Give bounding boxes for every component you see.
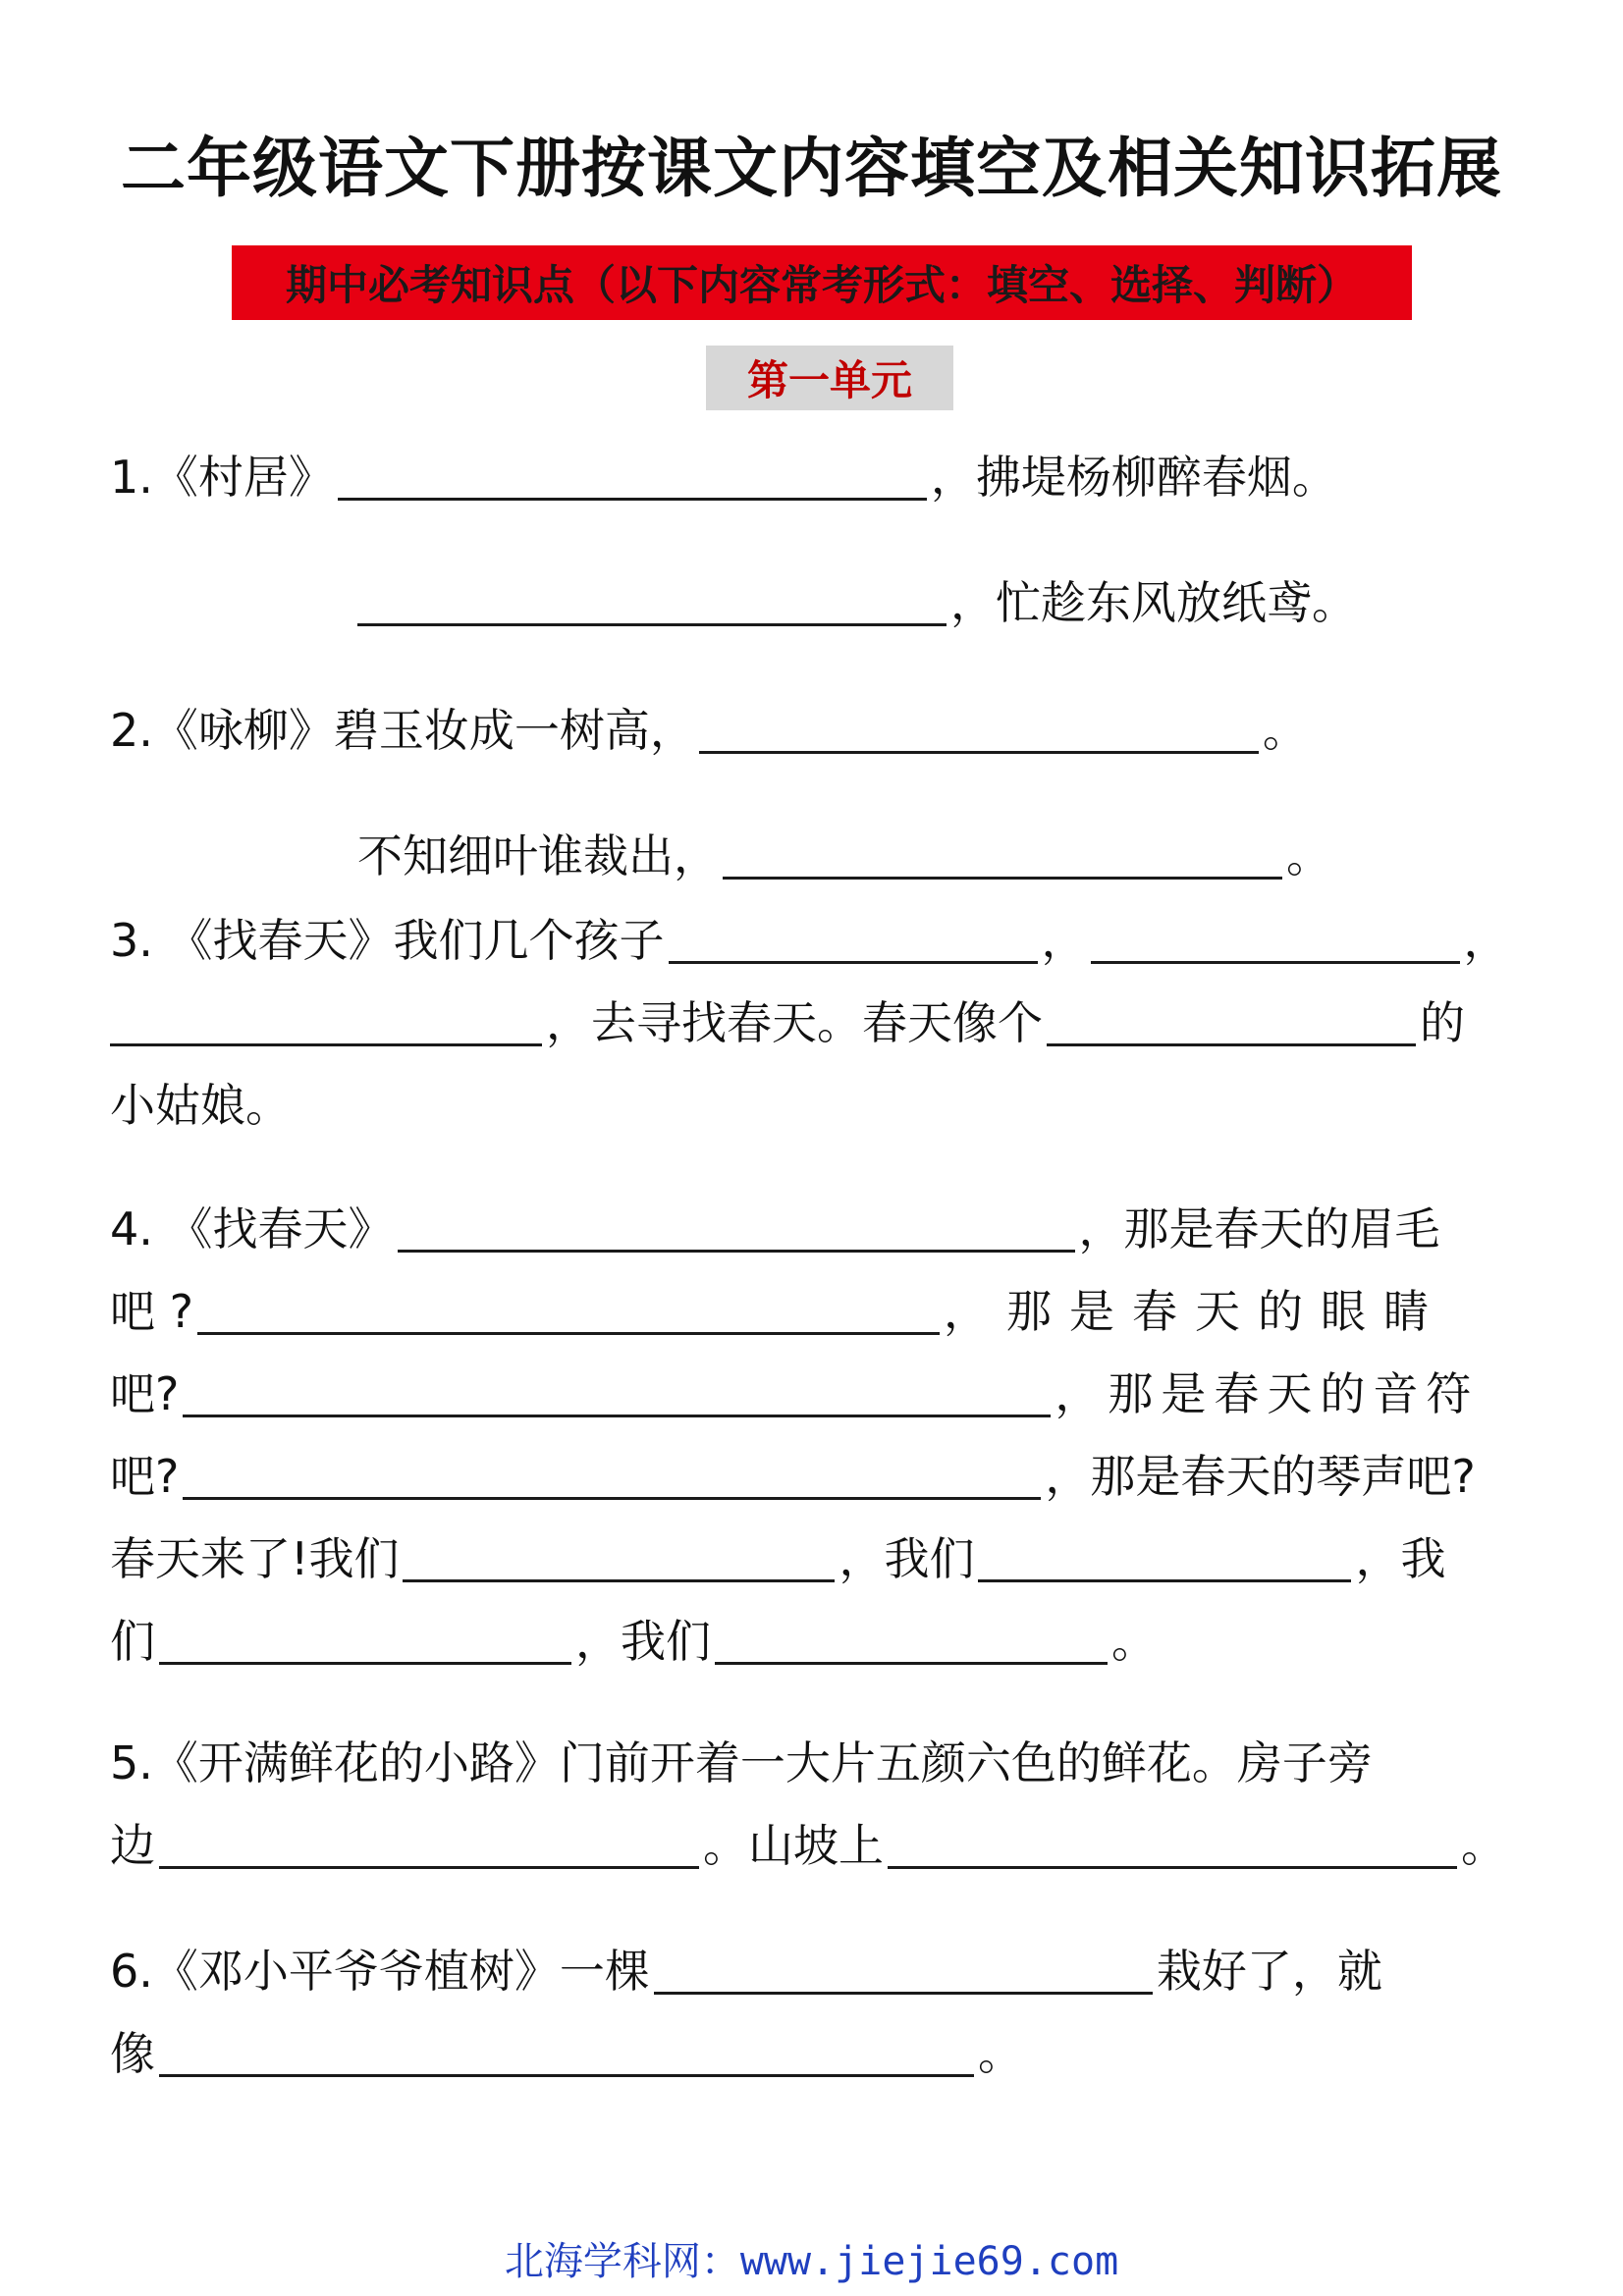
- question-3-line-1: [110, 911, 1509, 970]
- question-4-text-3: ，那是春天的音符: [1055, 1367, 1480, 1420]
- answer-blank[interactable]: [888, 1821, 1457, 1869]
- question-3-comma-2: ，: [1463, 914, 1509, 967]
- question-3-middle-text: ，去寻找春天。春天像个: [546, 996, 1043, 1049]
- answer-blank[interactable]: [723, 831, 1282, 880]
- question-4-ba-1: 吧 ?: [110, 1285, 194, 1338]
- answer-blank[interactable]: [159, 2029, 974, 2077]
- question-1-line-2: [353, 573, 1357, 632]
- footer-url[interactable]: www.jiejie69.com: [739, 2239, 1119, 2284]
- question-2-prefix-2: 不知细叶谁裁出，: [357, 829, 719, 882]
- page-title: 二年级语文下册按课文内容填空及相关知识拓展: [121, 131, 1502, 206]
- answer-blank[interactable]: [654, 1947, 1153, 1995]
- answer-blank[interactable]: [159, 1617, 571, 1665]
- answer-blank[interactable]: [357, 578, 947, 626]
- question-2-prefix: 2.《咏柳》碧玉妆成一树高，: [110, 704, 695, 757]
- question-3-line-2: [110, 993, 1465, 1052]
- question-1-prefix: 1.《村居》: [110, 451, 334, 504]
- question-5-bian: 边: [110, 1819, 155, 1872]
- question-4-line-1: [110, 1200, 1440, 1258]
- answer-blank[interactable]: [398, 1204, 1075, 1253]
- question-3-de: 的: [1420, 996, 1465, 1049]
- question-3-comma: ，: [1041, 914, 1087, 967]
- question-4-text-1: ，那是春天的眉毛: [1078, 1202, 1440, 1255]
- question-5-line-2: [110, 1816, 1506, 1875]
- question-6-text: 栽好了，就: [1156, 1945, 1382, 1998]
- question-6-xiang: 像: [110, 2027, 155, 2080]
- question-5-hillside: 。山坡上: [703, 1819, 884, 1872]
- question-4-line-2: [110, 1282, 1446, 1341]
- question-3-prefix: 3. 《找春天》我们几个孩子: [110, 914, 665, 967]
- question-2-suffix: 。: [1262, 704, 1308, 757]
- question-4-spring-came: 春天来了!我们: [110, 1532, 400, 1585]
- unit-label: 第一单元: [706, 346, 953, 410]
- answer-blank[interactable]: [183, 1452, 1041, 1500]
- question-5-period: 。: [1461, 1819, 1506, 1872]
- answer-blank[interactable]: [978, 1534, 1351, 1582]
- exam-points-banner: 期中必考知识点（以下内容常考形式：填空、选择、判断）: [232, 245, 1412, 320]
- question-1-suffix-2: ，忙趁东风放纸鸢。: [950, 576, 1357, 629]
- question-4-prefix: 4. 《找春天》: [110, 1202, 394, 1255]
- footer-site-name: 北海学科网：: [504, 2239, 740, 2284]
- question-1-line-1: [110, 448, 1337, 507]
- answer-blank[interactable]: [715, 1617, 1108, 1665]
- question-4-wo: ，我: [1355, 1532, 1446, 1585]
- question-2-line-1: [110, 701, 1308, 760]
- question-2-line-2: [357, 827, 1331, 885]
- answer-blank[interactable]: [183, 1369, 1051, 1417]
- question-6-period: 。: [978, 2027, 1023, 2080]
- question-6-line-2: [110, 2024, 1023, 2083]
- question-4-text-4: ，那是春天的琴声吧?: [1045, 1450, 1476, 1503]
- answer-blank[interactable]: [669, 916, 1038, 964]
- footer-watermark: [0, 2230, 1623, 2286]
- question-4-text-2: ，那是春天的眼睛: [944, 1285, 1447, 1338]
- answer-blank[interactable]: [1047, 998, 1416, 1046]
- question-4-line-5: [110, 1529, 1445, 1588]
- answer-blank[interactable]: [1091, 916, 1460, 964]
- answer-blank[interactable]: [699, 706, 1259, 754]
- question-4-line-3: [110, 1364, 1479, 1423]
- question-5-text: 5.《开满鲜花的小路》门前开着一大片五颜六色的鲜花。房子旁: [110, 1736, 1373, 1789]
- answer-blank[interactable]: [338, 453, 927, 501]
- answer-blank[interactable]: [110, 998, 542, 1046]
- question-4-ba-3: 吧?: [110, 1450, 180, 1503]
- question-6-line-1: [110, 1942, 1382, 2001]
- question-4-men: 们: [110, 1615, 155, 1668]
- answer-blank[interactable]: [159, 1821, 699, 1869]
- question-4-period: 。: [1111, 1615, 1157, 1668]
- question-3-line-3: [110, 1076, 291, 1135]
- question-5-line-1: [110, 1734, 1373, 1792]
- question-4-line-6: [110, 1612, 1157, 1671]
- question-4-women-1: ，我们: [839, 1532, 975, 1585]
- question-4-women-2: ，我们: [575, 1615, 711, 1668]
- answer-blank[interactable]: [197, 1287, 940, 1335]
- question-2-suffix-2: 。: [1286, 829, 1331, 882]
- question-3-ending: 小姑娘。: [110, 1079, 291, 1132]
- question-1-suffix: ，拂堤杨柳醉春烟。: [930, 451, 1337, 504]
- question-4-ba-2: 吧?: [110, 1367, 180, 1420]
- question-6-prefix: 6.《邓小平爷爷植树》一棵: [110, 1945, 650, 1998]
- answer-blank[interactable]: [403, 1534, 835, 1582]
- question-4-line-4: [110, 1447, 1476, 1506]
